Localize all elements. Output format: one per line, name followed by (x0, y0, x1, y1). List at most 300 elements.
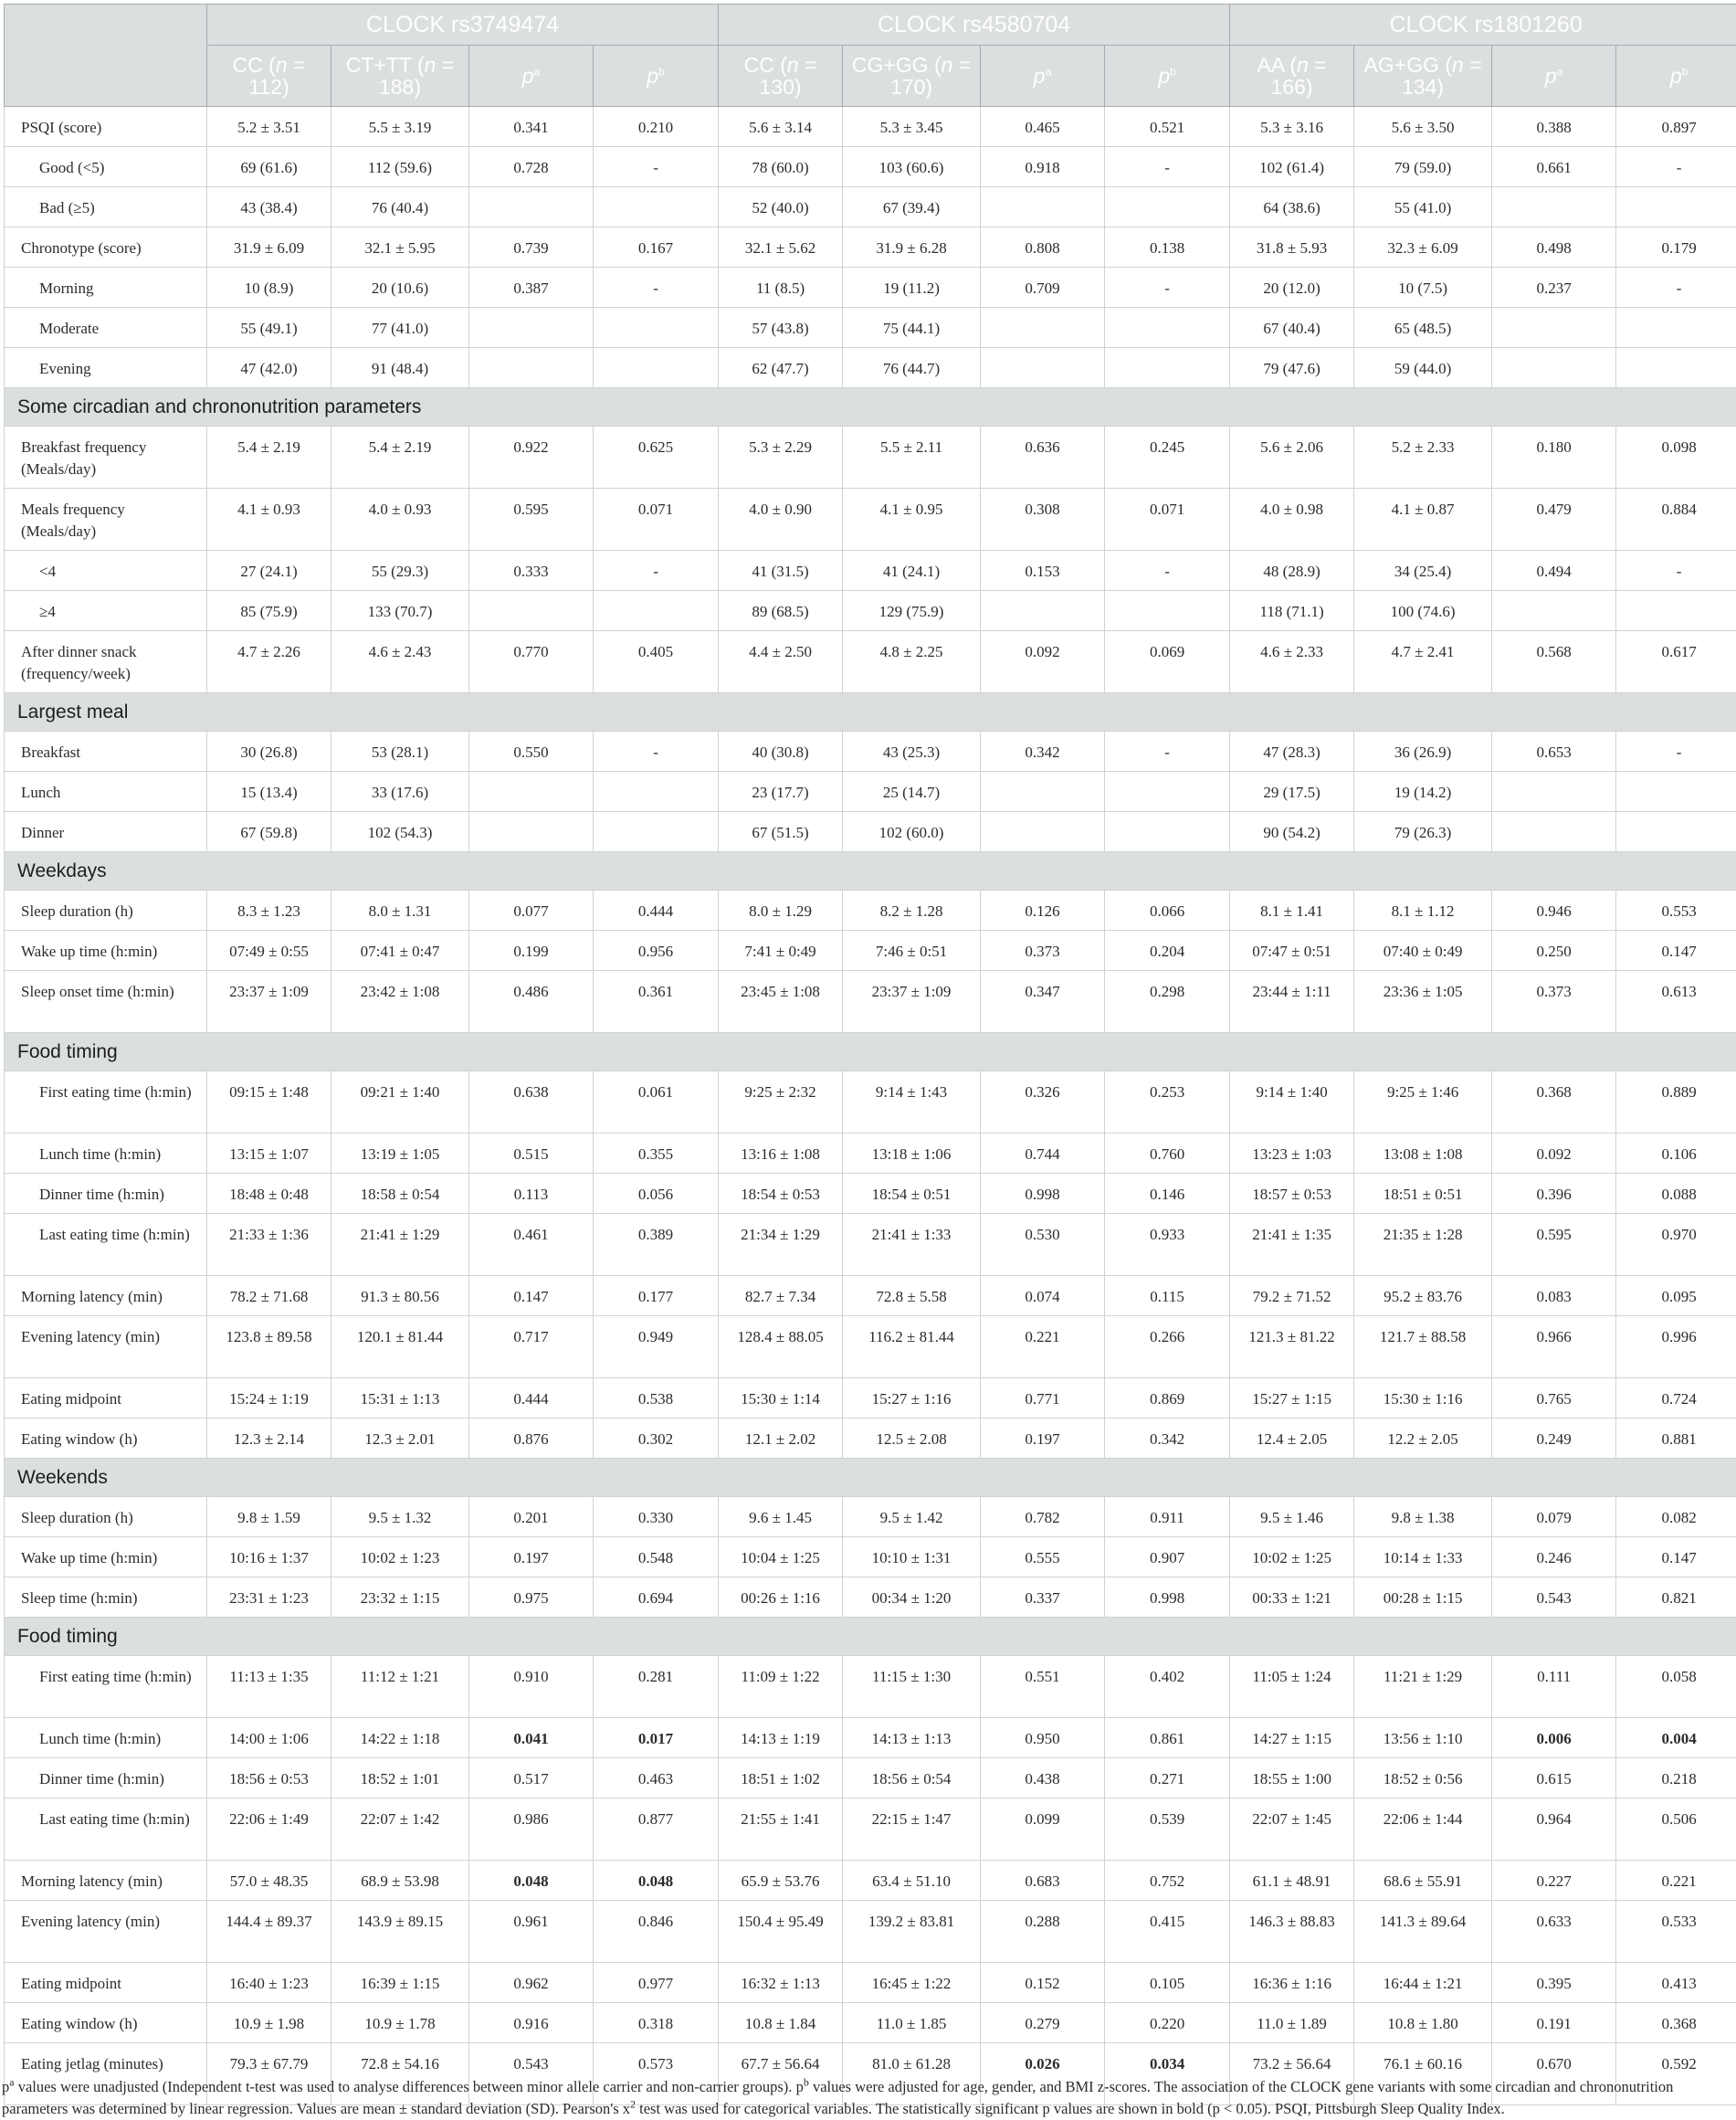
row-label: <4 (5, 551, 207, 591)
table-cell: 0.199 (469, 931, 594, 971)
significant-value: 0.004 (1661, 1730, 1696, 1747)
table-cell: 7:46 ± 0:51 (843, 931, 981, 971)
column-header-10: AG+GG (n = 134) (1354, 46, 1492, 107)
row-label: Breakfast frequency (Meals/day) (5, 427, 207, 489)
group-header-rs4580704: CLOCK rs4580704 (719, 5, 1230, 46)
table-cell: 67 (40.4) (1230, 308, 1354, 348)
table-cell: 43 (38.4) (207, 187, 331, 227)
table-cell (469, 308, 594, 348)
table-cell: 31.9 ± 6.09 (207, 227, 331, 268)
table-cell: 0.113 (469, 1174, 594, 1214)
table-cell: 85 (75.9) (207, 591, 331, 631)
table-cell: 15:27 ± 1:15 (1230, 1378, 1354, 1419)
table-cell: 36 (26.9) (1354, 732, 1492, 772)
table-cell: 0.486 (469, 971, 594, 1033)
row-label: Sleep duration (h) (5, 891, 207, 931)
table-cell: 0.961 (469, 1901, 594, 1963)
table-cell: 0.966 (1492, 1316, 1616, 1378)
table-cell: 18:56 ± 0:53 (207, 1758, 331, 1798)
table-cell: 0.881 (1616, 1419, 1736, 1459)
table-cell: 4.1 ± 0.93 (207, 489, 331, 551)
table-cell: 43 (25.3) (843, 732, 981, 772)
table-cell: 150.4 ± 95.49 (719, 1901, 843, 1963)
table-row (5, 1316, 1736, 1378)
table-cell: 0.543 (469, 2043, 594, 2105)
table-cell: 0.337 (981, 1577, 1105, 1618)
table-cell: 32.1 ± 5.95 (331, 227, 469, 268)
table-cell: 10:16 ± 1:37 (207, 1537, 331, 1577)
row-label: Eating midpoint (5, 1378, 207, 1419)
table-cell: 27 (24.1) (207, 551, 331, 591)
table-cell: 0.210 (594, 107, 719, 147)
table-cell: 12.1 ± 2.02 (719, 1419, 843, 1459)
table-cell: 143.9 ± 89.15 (331, 1901, 469, 1963)
table-cell: 0.071 (594, 489, 719, 551)
table-cell: 0.897 (1616, 107, 1736, 147)
table-cell: 79.2 ± 71.52 (1230, 1276, 1354, 1316)
table-cell: 0.553 (1616, 891, 1736, 931)
table-cell: 112 (59.6) (331, 147, 469, 187)
table-cell: 0.061 (594, 1071, 719, 1134)
table-cell: 0.197 (469, 1537, 594, 1577)
table-cell: 21:41 ± 1:33 (843, 1214, 981, 1276)
table-cell: 10.8 ± 1.84 (719, 2003, 843, 2043)
table-container (4, 4, 1732, 2105)
table-cell: 0.530 (981, 1214, 1105, 1276)
table-row (5, 732, 1736, 772)
table-cell: 0.884 (1616, 489, 1736, 551)
table-cell: 91.3 ± 80.56 (331, 1276, 469, 1316)
row-label: Eating window (h) (5, 2003, 207, 2043)
table-cell: 55 (29.3) (331, 551, 469, 591)
row-label: Lunch (5, 772, 207, 812)
row-label: Sleep onset time (h:min) (5, 971, 207, 1033)
table-cell (981, 812, 1105, 852)
table-cell: 0.568 (1492, 631, 1616, 693)
table-cell: 09:15 ± 1:48 (207, 1071, 331, 1134)
table-cell: 102 (54.3) (331, 812, 469, 852)
table-cell: 0.218 (1616, 1758, 1736, 1798)
table-cell (1616, 812, 1736, 852)
table-cell (1492, 1718, 1616, 1758)
table-row (5, 1718, 1736, 1758)
table-cell: 18:58 ± 0:54 (331, 1174, 469, 1214)
table-cell: 0.661 (1492, 147, 1616, 187)
table-cell: 0.910 (469, 1656, 594, 1718)
table-cell: 67 (39.4) (843, 187, 981, 227)
table-cell: 0.964 (1492, 1798, 1616, 1861)
table-cell: 0.106 (1616, 1134, 1736, 1174)
table-cell: 0.636 (981, 427, 1105, 489)
table-cell (1492, 772, 1616, 812)
row-label: After dinner snack (frequency/week) (5, 631, 207, 693)
table-cell: 100 (74.6) (1354, 591, 1492, 631)
table-cell: 16:44 ± 1:21 (1354, 1963, 1492, 2003)
table-cell: 55 (41.0) (1354, 187, 1492, 227)
table-cell: 129 (75.9) (843, 591, 981, 631)
table-row (5, 551, 1736, 591)
table-cell: 0.138 (1105, 227, 1230, 268)
table-cell: 5.6 ± 2.06 (1230, 427, 1354, 489)
table-cell: 9:25 ± 2:32 (719, 1071, 843, 1134)
table-cell: - (1105, 147, 1230, 187)
table-cell: 0.550 (469, 732, 594, 772)
table-cell: 14:00 ± 1:06 (207, 1718, 331, 1758)
table-cell: 0.996 (1616, 1316, 1736, 1378)
table-cell: 0.461 (469, 1214, 594, 1276)
table-cell: 0.099 (981, 1798, 1105, 1861)
table-cell: 10.9 ± 1.78 (331, 2003, 469, 2043)
table-header (5, 5, 1736, 107)
table-row (5, 1798, 1736, 1861)
table-cell: - (1105, 732, 1230, 772)
table-cell: 121.7 ± 88.58 (1354, 1316, 1492, 1378)
table-cell: 4.0 ± 0.90 (719, 489, 843, 551)
table-cell: 09:21 ± 1:40 (331, 1071, 469, 1134)
table-cell: 69 (61.6) (207, 147, 331, 187)
table-cell: 25 (14.7) (843, 772, 981, 812)
table-cell: 0.298 (1105, 971, 1230, 1033)
table-row (5, 1174, 1736, 1214)
table-cell: - (1105, 268, 1230, 308)
table-cell: 73.2 ± 56.64 (1230, 2043, 1354, 2105)
table-cell: 19 (14.2) (1354, 772, 1492, 812)
table-row (5, 931, 1736, 971)
table-cell: 12.4 ± 2.05 (1230, 1419, 1354, 1459)
table-cell: 0.387 (469, 268, 594, 308)
table-cell (594, 187, 719, 227)
table-cell (594, 1861, 719, 1901)
table-cell: 8.2 ± 1.28 (843, 891, 981, 931)
table-cell: 33 (17.6) (331, 772, 469, 812)
table-cell: 76.1 ± 60.16 (1354, 2043, 1492, 2105)
row-label: Eating midpoint (5, 1963, 207, 2003)
row-label: ≥4 (5, 591, 207, 631)
table-cell: 0.709 (981, 268, 1105, 308)
table-cell: 0.613 (1616, 971, 1736, 1033)
table-row (5, 891, 1736, 931)
table-cell: 0.147 (469, 1276, 594, 1316)
table-cell: 0.986 (469, 1798, 594, 1861)
table-cell: 0.079 (1492, 1497, 1616, 1537)
table-cell: - (594, 268, 719, 308)
table-cell: 141.3 ± 89.64 (1354, 1901, 1492, 1963)
table-cell: 15:30 ± 1:16 (1354, 1378, 1492, 1419)
significant-value: 0.006 (1536, 1730, 1571, 1747)
column-header-11: $p^a$ (1492, 46, 1616, 107)
section-heading: Weekends (5, 1459, 1736, 1497)
table-cell: 07:41 ± 0:47 (331, 931, 469, 971)
table-cell: 4.0 ± 0.93 (331, 489, 469, 551)
table-cell: 21:33 ± 1:36 (207, 1214, 331, 1276)
table-cell: 0.220 (1105, 2003, 1230, 2043)
table-cell: 78 (60.0) (719, 147, 843, 187)
table-cell: 5.5 ± 3.19 (331, 107, 469, 147)
table-cell: 0.998 (981, 1174, 1105, 1214)
table-row (5, 812, 1736, 852)
table-cell: - (1616, 268, 1736, 308)
table-cell: 0.191 (1492, 2003, 1616, 2043)
table-cell: 0.975 (469, 1577, 594, 1618)
table-cell: 0.204 (1105, 931, 1230, 971)
table-cell: 0.821 (1616, 1577, 1736, 1618)
table-cell: 0.342 (981, 732, 1105, 772)
table-cell: 0.153 (981, 551, 1105, 591)
table-cell: 0.907 (1105, 1537, 1230, 1577)
table-cell (1492, 591, 1616, 631)
table-row (5, 772, 1736, 812)
column-header-2: CT+TT (n = 188) (331, 46, 469, 107)
table-cell: 07:40 ± 0:49 (1354, 931, 1492, 971)
table-cell: 0.098 (1616, 427, 1736, 489)
table-row (5, 187, 1736, 227)
table-cell (1616, 308, 1736, 348)
table-cell (981, 187, 1105, 227)
table-cell: 0.765 (1492, 1378, 1616, 1419)
table-cell: 14:13 ± 1:13 (843, 1718, 981, 1758)
table-cell: 0.506 (1616, 1798, 1736, 1861)
table-cell: 18:57 ± 0:53 (1230, 1174, 1354, 1214)
table-cell: 5.6 ± 3.14 (719, 107, 843, 147)
significant-value: 0.048 (513, 1872, 548, 1890)
table-cell: 0.246 (1492, 1537, 1616, 1577)
table-cell: 31.9 ± 6.28 (843, 227, 981, 268)
table-cell: 10:02 ± 1:25 (1230, 1537, 1354, 1577)
table-cell: 9.6 ± 1.45 (719, 1497, 843, 1537)
table-cell: 146.3 ± 88.83 (1230, 1901, 1354, 1963)
table-row (5, 1378, 1736, 1419)
table-cell: 0.069 (1105, 631, 1230, 693)
table-cell: 10 (8.9) (207, 268, 331, 308)
table-cell: 0.949 (594, 1316, 719, 1378)
table-cell: 0.911 (1105, 1497, 1230, 1537)
table-cell: 0.539 (1105, 1798, 1230, 1861)
table-cell: 9.5 ± 1.42 (843, 1497, 981, 1537)
table-cell: 4.7 ± 2.41 (1354, 631, 1492, 693)
table-cell: 18:51 ± 1:02 (719, 1758, 843, 1798)
table-cell: 0.998 (1105, 1577, 1230, 1618)
table-cell (1105, 308, 1230, 348)
column-header-1: CC (n = 112) (207, 46, 331, 107)
table-cell (1105, 187, 1230, 227)
table-cell: 0.373 (1492, 971, 1616, 1033)
table-cell: 59 (44.0) (1354, 348, 1492, 388)
table-cell: 0.615 (1492, 1758, 1616, 1798)
row-label: Bad (≥5) (5, 187, 207, 227)
table-cell: 0.245 (1105, 427, 1230, 489)
table-cell: 4.0 ± 0.98 (1230, 489, 1354, 551)
column-header-5: CC (n = 130) (719, 46, 843, 107)
table-cell: 30 (26.8) (207, 732, 331, 772)
table-cell: 78.2 ± 71.68 (207, 1276, 331, 1316)
table-row (5, 631, 1736, 693)
table-cell: 0.739 (469, 227, 594, 268)
table-cell: 0.373 (981, 931, 1105, 971)
table-cell: 13:19 ± 1:05 (331, 1134, 469, 1174)
row-label: PSQI (score) (5, 107, 207, 147)
table-cell: 10:10 ± 1:31 (843, 1537, 981, 1577)
table-row (5, 1901, 1736, 1963)
row-label: Last eating time (h:min) (5, 1798, 207, 1861)
table-cell: 0.846 (594, 1901, 719, 1963)
table-cell: 32.1 ± 5.62 (719, 227, 843, 268)
row-label: Meals frequency (Meals/day) (5, 489, 207, 551)
table-cell (469, 1861, 594, 1901)
table-cell: 0.465 (981, 107, 1105, 147)
table-cell: 41 (31.5) (719, 551, 843, 591)
table-cell: 0.396 (1492, 1174, 1616, 1214)
table-cell: 0.227 (1492, 1861, 1616, 1901)
table-cell: 14:13 ± 1:19 (719, 1718, 843, 1758)
table-cell: 21:55 ± 1:41 (719, 1798, 843, 1861)
significant-value: 0.026 (1025, 2055, 1059, 2073)
table-row (5, 1497, 1736, 1537)
table-cell: 67 (51.5) (719, 812, 843, 852)
table-cell (1105, 812, 1230, 852)
clock-variants-table (4, 4, 1736, 2105)
table-cell: 0.555 (981, 1537, 1105, 1577)
table-cell: 0.438 (981, 1758, 1105, 1798)
table-cell (1105, 772, 1230, 812)
table-cell: 13:15 ± 1:07 (207, 1134, 331, 1174)
table-cell: 0.077 (469, 891, 594, 931)
table-cell: 9:14 ± 1:43 (843, 1071, 981, 1134)
table-cell (594, 348, 719, 388)
table-row (5, 591, 1736, 631)
table-cell: 9.5 ± 1.32 (331, 1497, 469, 1537)
table-row (5, 1134, 1736, 1174)
table-cell: 0.625 (594, 427, 719, 489)
section-row (5, 1033, 1736, 1071)
table-cell: 0.752 (1105, 1861, 1230, 1901)
table-cell: 89 (68.5) (719, 591, 843, 631)
table-row (5, 1577, 1736, 1618)
table-cell: 23:32 ± 1:15 (331, 1577, 469, 1618)
row-label: Sleep time (h:min) (5, 1577, 207, 1618)
table-cell: - (1616, 732, 1736, 772)
table-cell: 11 (8.5) (719, 268, 843, 308)
table-cell: 0.083 (1492, 1276, 1616, 1316)
table-cell: 5.3 ± 3.16 (1230, 107, 1354, 147)
table-cell (1105, 591, 1230, 631)
table-cell: 120.1 ± 81.44 (331, 1316, 469, 1378)
table-cell: 19 (11.2) (843, 268, 981, 308)
table-cell: 00:26 ± 1:16 (719, 1577, 843, 1618)
table-cell: 0.728 (469, 147, 594, 187)
table-cell: 57.0 ± 48.35 (207, 1861, 331, 1901)
table-cell: 0.249 (1492, 1419, 1616, 1459)
table-cell: 0.415 (1105, 1901, 1230, 1963)
table-row (5, 1276, 1736, 1316)
group-header-rs1801260: CLOCK rs1801260 (1230, 5, 1736, 46)
table-row (5, 2003, 1736, 2043)
table-cell: 40 (30.8) (719, 732, 843, 772)
table-cell (469, 1718, 594, 1758)
table-cell: 0.595 (469, 489, 594, 551)
table-cell: 0.092 (1492, 1134, 1616, 1174)
table-cell: 13:08 ± 1:08 (1354, 1134, 1492, 1174)
table-row (5, 971, 1736, 1033)
column-header-9: AA (n = 166) (1230, 46, 1354, 107)
table-cell: 10.9 ± 1.98 (207, 2003, 331, 2043)
table-row (5, 427, 1736, 489)
table-cell: 0.463 (594, 1758, 719, 1798)
table-cell: 11:12 ± 1:21 (331, 1656, 469, 1718)
row-label: First eating time (h:min) (5, 1656, 207, 1718)
table-cell: 0.592 (1616, 2043, 1736, 2105)
table-cell: 00:33 ± 1:21 (1230, 1577, 1354, 1618)
table-cell: 65 (48.5) (1354, 308, 1492, 348)
row-label: Morning (5, 268, 207, 308)
section-heading: Weekdays (5, 852, 1736, 891)
table-cell: 13:23 ± 1:03 (1230, 1134, 1354, 1174)
table-row (5, 1071, 1736, 1134)
table-cell: 10:14 ± 1:33 (1354, 1537, 1492, 1577)
table-cell: 15:30 ± 1:14 (719, 1378, 843, 1419)
table-cell: 4.6 ± 2.43 (331, 631, 469, 693)
table-cell: 0.271 (1105, 1758, 1230, 1798)
table-row (5, 1963, 1736, 2003)
column-header-8: $p^b$ (1105, 46, 1230, 107)
table-cell: 21:41 ± 1:35 (1230, 1214, 1354, 1276)
table-cell: 11:05 ± 1:24 (1230, 1656, 1354, 1718)
table-cell (469, 812, 594, 852)
table-cell (1105, 348, 1230, 388)
table-cell: 0.918 (981, 147, 1105, 187)
table-cell: 0.889 (1616, 1071, 1736, 1134)
row-label: Sleep duration (h) (5, 1497, 207, 1537)
table-cell: 0.288 (981, 1901, 1105, 1963)
table-cell: 0.760 (1105, 1134, 1230, 1174)
table-cell: 21:34 ± 1:29 (719, 1214, 843, 1276)
table-cell: 00:34 ± 1:20 (843, 1577, 981, 1618)
table-cell: 0.494 (1492, 551, 1616, 591)
table-cell: 4.6 ± 2.33 (1230, 631, 1354, 693)
table-cell: 0.095 (1616, 1276, 1736, 1316)
table-cell: 8.1 ± 1.41 (1230, 891, 1354, 931)
table-cell: 8.0 ± 1.29 (719, 891, 843, 931)
table-cell: 0.744 (981, 1134, 1105, 1174)
table-cell: 0.808 (981, 227, 1105, 268)
table-cell: - (1616, 551, 1736, 591)
table-cell: 00:28 ± 1:15 (1354, 1577, 1492, 1618)
column-header-3: $p^a$ (469, 46, 594, 107)
table-cell: 18:52 ± 1:01 (331, 1758, 469, 1798)
table-cell: 0.517 (469, 1758, 594, 1798)
significant-value: 0.048 (638, 1872, 673, 1890)
row-label: Evening (5, 348, 207, 388)
table-cell: 21:35 ± 1:28 (1354, 1214, 1492, 1276)
table-cell: 0.330 (594, 1497, 719, 1537)
table-cell: 07:47 ± 0:51 (1230, 931, 1354, 971)
table-cell: 79 (47.6) (1230, 348, 1354, 388)
row-label: Good (<5) (5, 147, 207, 187)
table-cell: 0.653 (1492, 732, 1616, 772)
table-cell: 0.402 (1105, 1656, 1230, 1718)
table-cell: 12.3 ± 2.14 (207, 1419, 331, 1459)
table-cell: 79.3 ± 67.79 (207, 2043, 331, 2105)
table-cell: 0.633 (1492, 1901, 1616, 1963)
table-cell: 4.8 ± 2.25 (843, 631, 981, 693)
table-cell: 55 (49.1) (207, 308, 331, 348)
section-row (5, 852, 1736, 891)
table-cell: 0.179 (1616, 227, 1736, 268)
table-cell: 103 (60.6) (843, 147, 981, 187)
table-cell: 16:36 ± 1:16 (1230, 1963, 1354, 2003)
table-cell (981, 308, 1105, 348)
table-cell: 11:09 ± 1:22 (719, 1656, 843, 1718)
table-cell: 63.4 ± 51.10 (843, 1861, 981, 1901)
